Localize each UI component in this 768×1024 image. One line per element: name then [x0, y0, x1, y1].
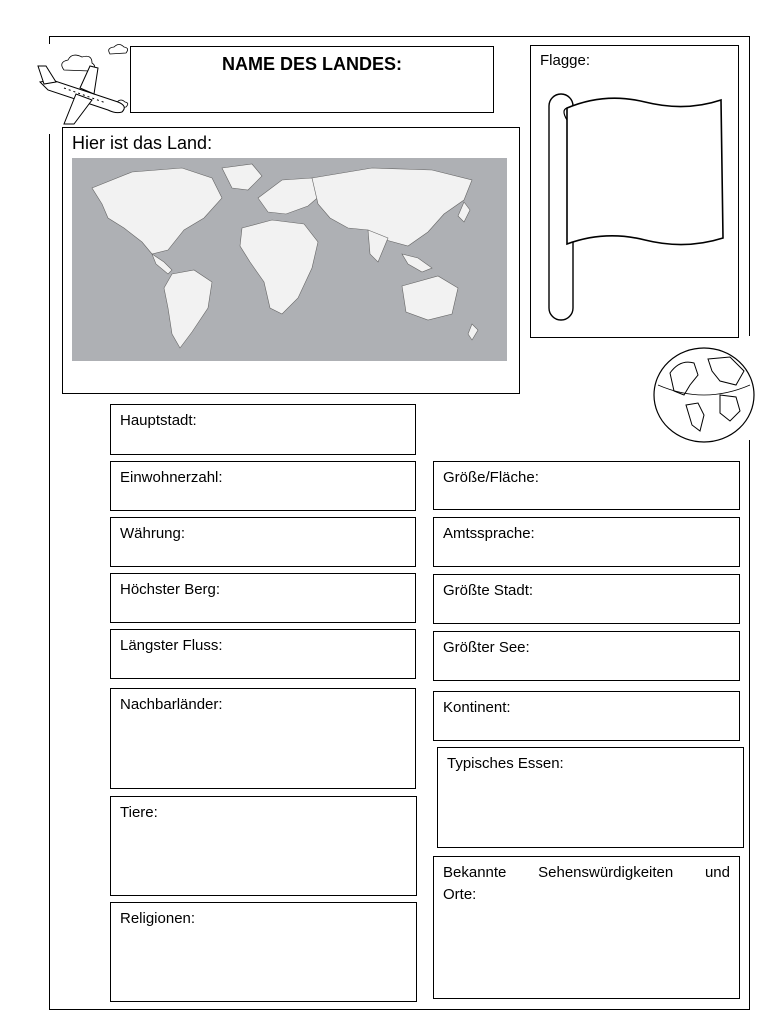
- field-longest-river[interactable]: [110, 629, 416, 679]
- world-map: [72, 158, 507, 361]
- field-animals-label: Tiere:: [120, 804, 158, 821]
- field-religions-label: Religionen:: [120, 910, 196, 927]
- field-population[interactable]: [110, 461, 416, 511]
- frame-left: [49, 36, 50, 1010]
- flag-box[interactable]: [530, 45, 739, 338]
- field-animals[interactable]: [110, 796, 417, 896]
- field-sights-label-line1: Bekannte Sehenswürdigkeiten und: [443, 864, 730, 881]
- frame-right: [749, 36, 750, 336]
- field-sights[interactable]: [433, 856, 740, 999]
- field-official-language-label: Amtssprache:: [443, 525, 535, 542]
- field-largest-lake-label: Größter See:: [443, 639, 530, 656]
- field-official-language[interactable]: [433, 517, 740, 567]
- field-longest-river-label: Längster Fluss:: [120, 637, 223, 654]
- field-currency[interactable]: [110, 517, 416, 567]
- page-title: NAME DES LANDES:: [221, 54, 402, 74]
- field-continent[interactable]: [433, 691, 740, 741]
- field-population-label: Einwohnerzahl:: [120, 469, 223, 486]
- frame-right-lower: [749, 440, 750, 1010]
- field-largest-lake[interactable]: [433, 631, 740, 681]
- globe-icon: [650, 345, 758, 445]
- field-continent-label: Kontinent:: [443, 699, 511, 716]
- frame-bottom: [49, 1009, 750, 1010]
- field-neighbors-label: Nachbarländer:: [120, 696, 223, 713]
- field-typical-food-label: Typisches Essen:: [447, 755, 564, 772]
- frame-top: [49, 36, 750, 37]
- field-largest-city[interactable]: [433, 574, 740, 624]
- field-religions[interactable]: [110, 902, 417, 1002]
- map-label: Hier ist das Land:: [72, 133, 213, 153]
- field-neighbors[interactable]: [110, 688, 416, 789]
- field-area-label: Größe/Fläche:: [443, 469, 539, 486]
- field-area[interactable]: [433, 461, 740, 510]
- map-box[interactable]: [62, 127, 520, 394]
- flag-icon: [545, 88, 725, 324]
- field-typical-food[interactable]: [437, 747, 744, 848]
- field-capital-label: Hauptstadt:: [120, 412, 197, 429]
- field-currency-label: Währung:: [120, 525, 186, 542]
- field-capital[interactable]: [110, 404, 416, 455]
- flag-label: Flagge:: [540, 52, 591, 69]
- country-name-box[interactable]: [130, 46, 494, 113]
- field-highest-mountain-label: Höchster Berg:: [120, 581, 221, 598]
- field-highest-mountain[interactable]: [110, 573, 416, 623]
- airplane-icon: [34, 44, 134, 134]
- field-largest-city-label: Größte Stadt:: [443, 582, 534, 599]
- field-sights-label-line2: Orte:: [443, 886, 477, 903]
